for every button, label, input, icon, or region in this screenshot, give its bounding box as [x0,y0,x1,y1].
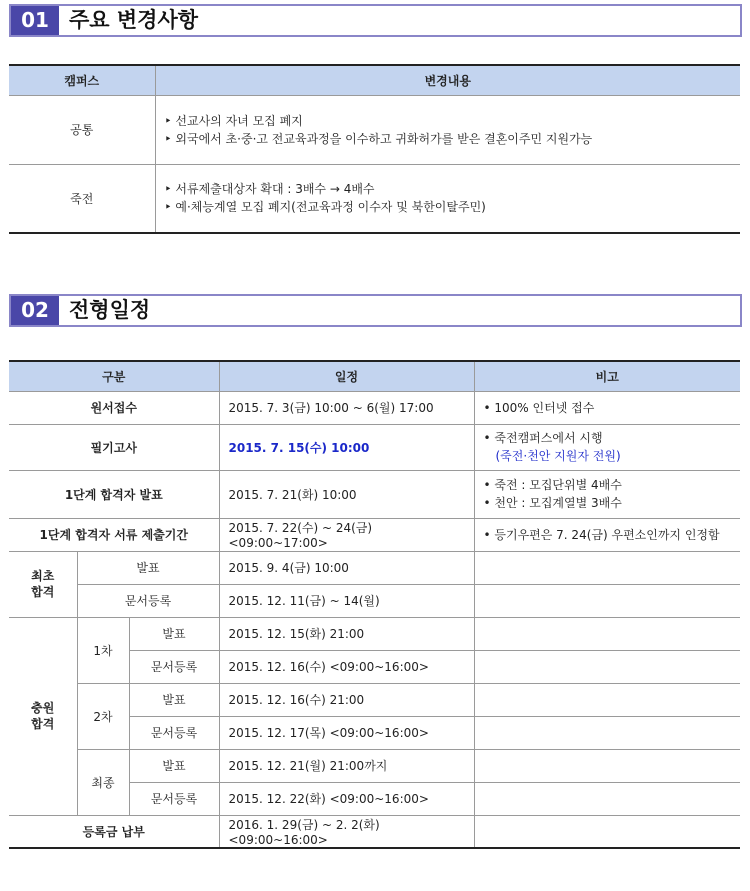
table-row [9,95,740,164]
remark-cell: • 100% 인터넷 접수 [474,391,740,424]
column-header-category: 구분 [9,361,219,391]
campus-cell: 죽전 [9,164,155,233]
round-cell: 2차 [77,683,129,749]
category-cell: 문서등록 [129,782,219,815]
category-cell: 등록금 납부 [9,815,219,848]
table-row [9,617,740,650]
category-cell: 필기고사 [9,424,219,470]
date-cell: 2015. 12. 16(수) <09:00~16:00> [219,650,474,683]
remark-cell [474,470,740,518]
column-header-campus: 캠퍼스 [9,65,155,95]
section-number: 02 [11,296,59,325]
changes-table [9,64,740,234]
campus-cell: 공통 [9,95,155,164]
table-row [9,815,740,848]
section-header-changes [9,4,742,37]
remark-cell [474,782,740,815]
section-header-schedule [9,294,742,327]
date-cell: 2015. 7. 15(수) 10:00 [219,424,474,470]
category-cell: 발표 [129,683,219,716]
date-cell: 2015. 12. 11(금) ~ 14(월) [219,584,474,617]
remark-line: • 죽전 : 모집단위별 4배수 [483,478,622,492]
remark-cell [474,716,740,749]
category-cell: 1단계 합격자 서류 제출기간 [9,518,219,551]
table-row [9,391,740,424]
remark-cell [474,683,740,716]
date-cell: 2015. 12. 15(화) 21:00 [219,617,474,650]
remark-line: • 천안 : 모집계열별 3배수 [483,496,622,510]
change-item: ‣ 예·체능계열 모집 폐지(전교육과정 이수자 및 북한이탈주민) [164,200,486,215]
remark-line: • 죽전캠퍼스에서 시행 [483,431,603,445]
table-row [9,164,740,233]
date-cell: 2015. 12. 16(수) 21:00 [219,683,474,716]
date-cell: 2015. 9. 4(금) 10:00 [219,551,474,584]
date-cell: 2015. 7. 22(수) ~ 24(금) <09:00~17:00> [219,518,474,551]
category-cell: 발표 [77,551,219,584]
remark-cell [474,584,740,617]
remark-line: (죽전·천안 지원자 전원) [495,449,621,463]
category-cell: 원서접수 [9,391,219,424]
date-cell: 2015. 12. 22(화) <09:00~16:00> [219,782,474,815]
date-cell: 2015. 7. 21(화) 10:00 [219,470,474,518]
remark-cell [474,815,740,848]
round-cell: 1차 [77,617,129,683]
category-cell: 문서등록 [129,716,219,749]
table-row [9,584,740,617]
group-cell-initial: 최초 합격 [9,551,77,617]
date-cell: 2015. 12. 17(목) <09:00~16:00> [219,716,474,749]
date-cell: 2015. 7. 3(금) 10:00 ~ 6(월) 17:00 [219,391,474,424]
table-row [9,518,740,551]
table-row [9,683,740,716]
category-cell: 문서등록 [129,650,219,683]
category-cell: 문서등록 [77,584,219,617]
table-row [9,424,740,470]
column-header-schedule: 일정 [219,361,474,391]
remark-cell [474,617,740,650]
schedule-table [9,360,740,849]
table-row [9,749,740,782]
category-cell: 1단계 합격자 발표 [9,470,219,518]
change-item: ‣ 선교사의 자녀 모집 폐지 [164,113,303,128]
remark-cell [474,749,740,782]
remark-cell [474,551,740,584]
column-header-changes: 변경내용 [155,65,740,95]
table-row [9,470,740,518]
date-cell: 2015. 12. 21(월) 21:00까지 [219,749,474,782]
changes-cell [155,164,740,233]
date-cell: 2016. 1. 29(금) ~ 2. 2(화) <09:00~16:00> [219,815,474,848]
group-cell-additional: 충원 합격 [9,617,77,815]
column-header-remarks: 비고 [474,361,740,391]
section-number: 01 [11,6,59,35]
section-title: 주요 변경사항 [69,8,199,32]
change-item: ‣ 서류제출대상자 확대 : 3배수 → 4배수 [164,182,375,197]
section-title: 전형일정 [69,298,151,322]
change-item: ‣ 외국에서 초·중·고 전교육과정을 이수하고 귀화허가를 받은 결혼이주민 지원가능 [164,131,593,146]
remark-cell: • 등기우편은 7. 24(금) 우편소인까지 인정함 [474,518,740,551]
remark-cell [474,424,740,470]
remark-cell [474,650,740,683]
round-cell: 최종 [77,749,129,815]
changes-cell [155,95,740,164]
table-row [9,551,740,584]
category-cell: 발표 [129,749,219,782]
category-cell: 발표 [129,617,219,650]
